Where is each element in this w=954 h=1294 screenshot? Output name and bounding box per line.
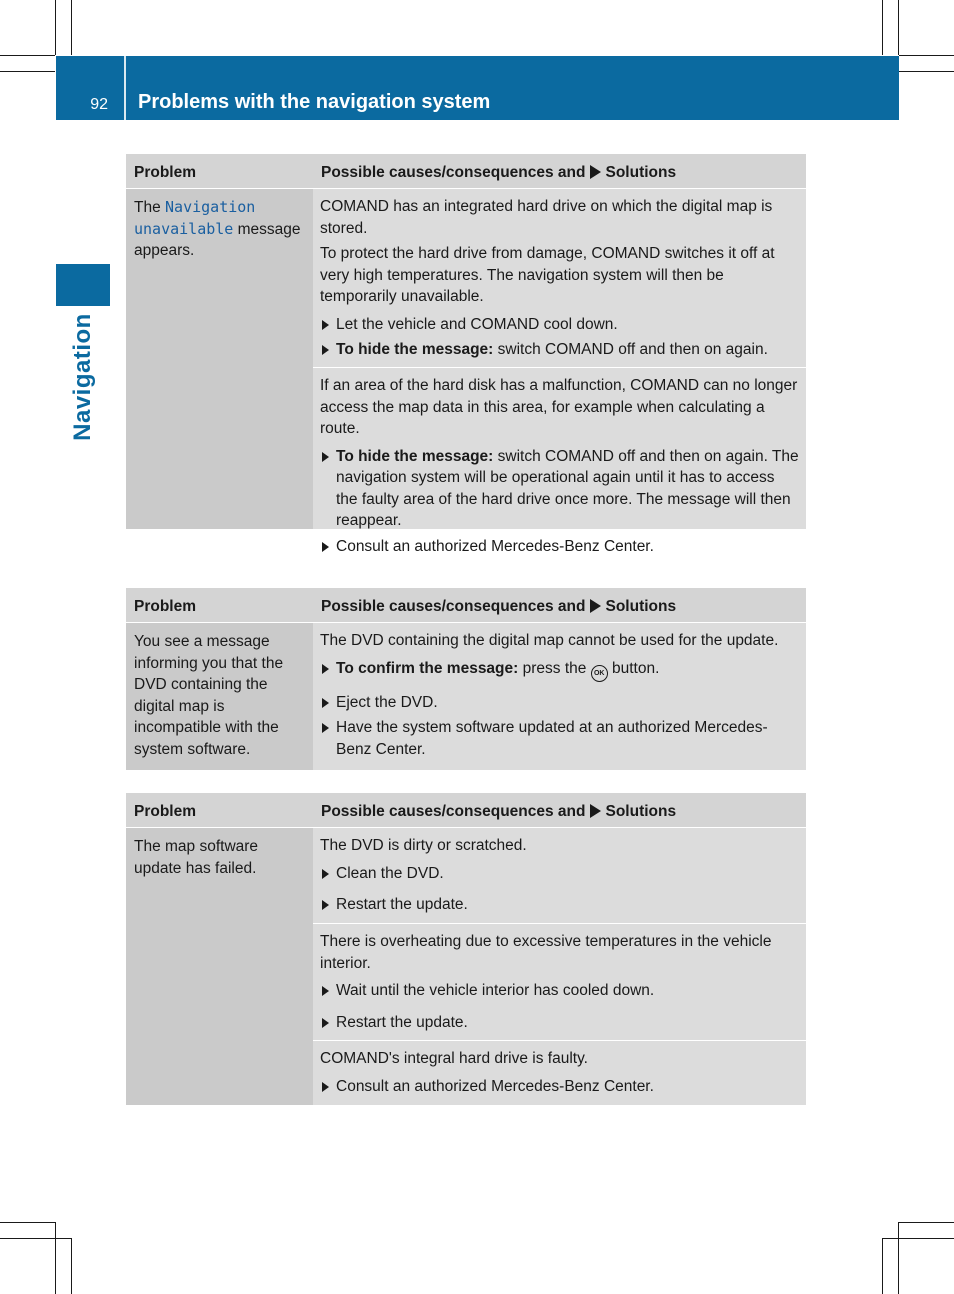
header-solutions: Possible causes/consequences and Solutions [321,164,677,181]
solution-cell: COMAND has an integrated hard drive on which the digital map is stored. To protect the hard drive from damage, COMAND switches it off at very high temperatures. The navigation system will then be temporarily unavailable. Let the vehicle and COMAND cool down. To hide the message: switch COMAND off and then on again. [313,189,806,368]
header-solutions: Possible causes/consequences and Solutions [321,803,677,820]
step-arrow-icon [322,452,329,462]
step-item: Restart the update. [320,1012,799,1034]
crop-mark [899,71,954,72]
solution-cell: If an area of the hard disk has a malfunction, COMAND can no longer access the map data in this area, for example when calculating a route. To hide the message: switch COMAND off and then on again. The navigation system will be operational again until it has to access the faulty area of the hard drive once more. The message will then reappear. Consult an authorized Mercedes-Benz Center. [313,368,806,568]
solution-column [313,623,806,770]
display-message: Navigation unavailable [134,198,256,238]
step-arrow-icon [322,1082,329,1092]
step-arrow-icon [322,986,329,996]
step-item: Eject the DVD. [320,692,799,714]
ok-button-icon: OK [591,665,608,682]
crop-mark [898,0,899,55]
step-item: Have the system software updated at an authorized Mercedes-Benz Center. [320,717,799,760]
header-solutions: Possible causes/consequences and Solutions [321,598,677,615]
table-header [126,154,806,189]
solutions-arrow-icon [590,599,601,613]
crop-mark [55,1222,56,1294]
step-item: Consult an authorized Mercedes-Benz Center. [320,536,799,558]
crop-mark [898,1222,899,1294]
header-problem: Problem [134,598,197,615]
header-problem: Problem [134,803,197,820]
side-tab-marker [56,264,110,306]
step-arrow-icon [322,723,329,733]
header-divider [124,56,126,120]
problem-cell: The map software update has failed. [126,828,313,1105]
solution-column [313,189,806,555]
step-item: To hide the message: switch COMAND off and then on again. The navigation system will be operational again until it has to access the faulty area of the hard drive once more. The message will then reappear. [320,446,799,532]
step-arrow-icon [322,664,329,674]
solutions-arrow-icon [590,804,601,818]
page-title: Problems with the navigation system [138,91,491,113]
problem-cell: You see a message informing you that the DVD containing the digital map is incompatible with the system software. [126,623,313,770]
step-arrow-icon [322,1018,329,1028]
step-arrow-icon [322,345,329,355]
header-problem: Problem [134,164,197,181]
troubleshooting-table [126,154,806,555]
problem-cell: The Navigation unavailable message appears. [126,189,313,529]
step-arrow-icon [322,542,329,552]
crop-mark [0,1238,71,1239]
troubleshooting-table [126,793,806,1105]
step-arrow-icon [322,320,329,330]
step-item: Let the vehicle and COMAND cool down. [320,314,799,336]
solution-cell: COMAND's integral hard drive is faulty. Consult an authorized Mercedes-Benz Center. [313,1041,806,1108]
table-header [126,588,806,623]
solution-cell: The DVD is dirty or scratched. Clean the DVD. Restart the update. [313,828,806,924]
side-tab-label: Navigation [69,313,96,441]
crop-mark [882,1238,883,1294]
step-item: Wait until the vehicle interior has cooled down. [320,980,799,1002]
step-item: Restart the update. [320,894,799,916]
solution-cell: The DVD containing the digital map cannot be used for the update. To confirm the message: press the OK button. Eject the DVD. Have the system software updated at an authorized Mercedes-Benz Center. [313,623,806,771]
table-body [126,828,806,1105]
crop-mark [899,55,954,56]
crop-mark [71,1238,72,1294]
crop-mark [0,71,55,72]
solutions-arrow-icon [590,165,601,179]
page-number: 92 [90,96,108,113]
table-body [126,623,806,770]
step-item: To hide the message: switch COMAND off and then on again. [320,339,799,361]
solution-cell: There is overheating due to excessive temperatures in the vehicle interior. Wait until the vehicle interior has cooled down. Restart the update. [313,924,806,1041]
solution-column [313,828,806,1105]
page-header [56,56,899,120]
table-body [126,189,806,555]
step-arrow-icon [322,869,329,879]
crop-mark [0,55,55,56]
step-arrow-icon [322,698,329,708]
crop-mark [71,0,72,55]
troubleshooting-table [126,588,806,770]
crop-mark [882,1238,954,1239]
step-item: Clean the DVD. [320,863,799,885]
side-tab [56,313,110,441]
step-item: To confirm the message: press the OK button. [320,658,799,682]
step-arrow-icon [322,900,329,910]
crop-mark [0,1222,55,1223]
crop-mark [55,0,56,55]
table-header [126,793,806,828]
crop-mark [882,0,883,55]
crop-mark [898,1222,954,1223]
step-item: Consult an authorized Mercedes-Benz Center. [320,1076,799,1098]
